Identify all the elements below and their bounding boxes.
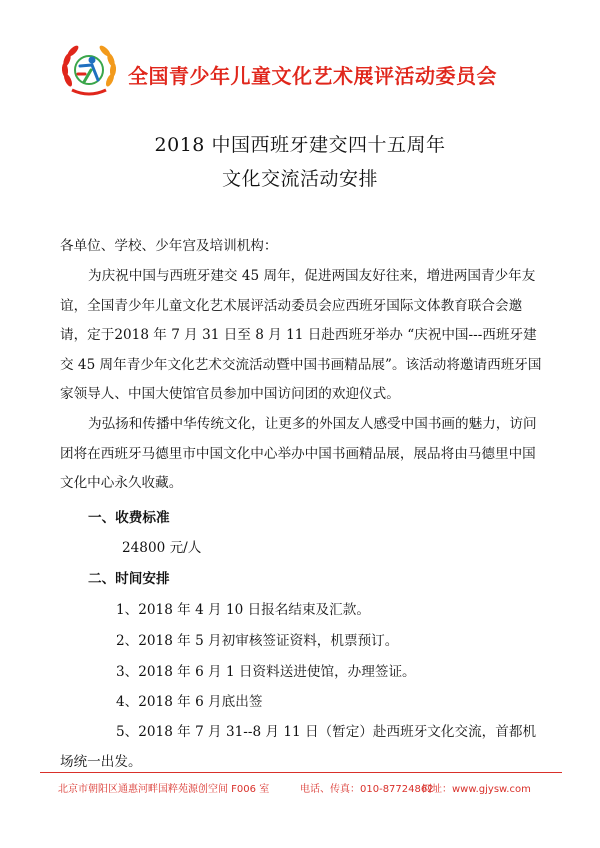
section-heading-fees: 一、收费标准 bbox=[88, 510, 170, 526]
document-title-line1: 2018 中国西班牙建交四十五周年 bbox=[154, 134, 446, 156]
schedule-item: 2、2018 年 5 月初审核签证资料，机票预订。 bbox=[116, 633, 399, 649]
footer-website[interactable]: 网址：www.gjysw.com bbox=[422, 784, 531, 795]
document-title-line2: 文化交流活动安排 bbox=[221, 168, 378, 190]
organization-name: 全国青少年儿童文化艺术展评活动委员会 bbox=[128, 64, 497, 88]
schedule-item: 4、2018 年 6 月底出签 bbox=[116, 694, 263, 710]
fee-amount: 24800 元/人 bbox=[122, 540, 202, 556]
salutation: 各单位、学校、少年宫及培训机构： bbox=[60, 238, 278, 254]
org-logo-icon bbox=[58, 40, 120, 102]
paragraph-1: 为庆祝中国与西班牙建交 45 周年，促进两国友好往来，增进两国青少年友谊，全国青少年儿童文化艺术展评活动委员会应西班牙国际文体教育联合会邀请，定于2018 年 7 月 31 日至 8 月 11 日赴西班牙举办 “庆祝中国---西班牙建交 45 周年青少年文化艺术交流活动暨中国书画精品展”。该活动将邀请西班牙国家领导人、中国大使馆官员参加中国访问团的欢迎仪式。 bbox=[60, 268, 542, 402]
schedule-item: 1、2018 年 4 月 10 日报名结束及汇款。 bbox=[116, 602, 370, 618]
footer-address: 北京市朝阳区通惠河畔国粹苑源创空间 F006 室 bbox=[58, 784, 270, 795]
footer-phone: 电话、传真：010-87724862 bbox=[300, 784, 434, 795]
section-heading-schedule: 二、时间安排 bbox=[88, 571, 170, 587]
schedule-item: 5、2018 年 7 月 31--8 月 11 日（暂定）赴西班牙文化交流，首都机场统一出发。 bbox=[60, 724, 537, 770]
letterhead bbox=[58, 40, 558, 102]
footer-divider bbox=[40, 772, 562, 773]
paragraph-2: 为弘扬和传播中华传统文化，让更多的外国友人感受中国书画的魅力，访问团将在西班牙马德里市中国文化中心举办中国书画精品展，展品将由马德里中国文化中心永久收藏。 bbox=[60, 416, 537, 491]
schedule-item: 3、2018 年 6 月 1 日资料送进使馆，办理签证。 bbox=[116, 664, 416, 680]
